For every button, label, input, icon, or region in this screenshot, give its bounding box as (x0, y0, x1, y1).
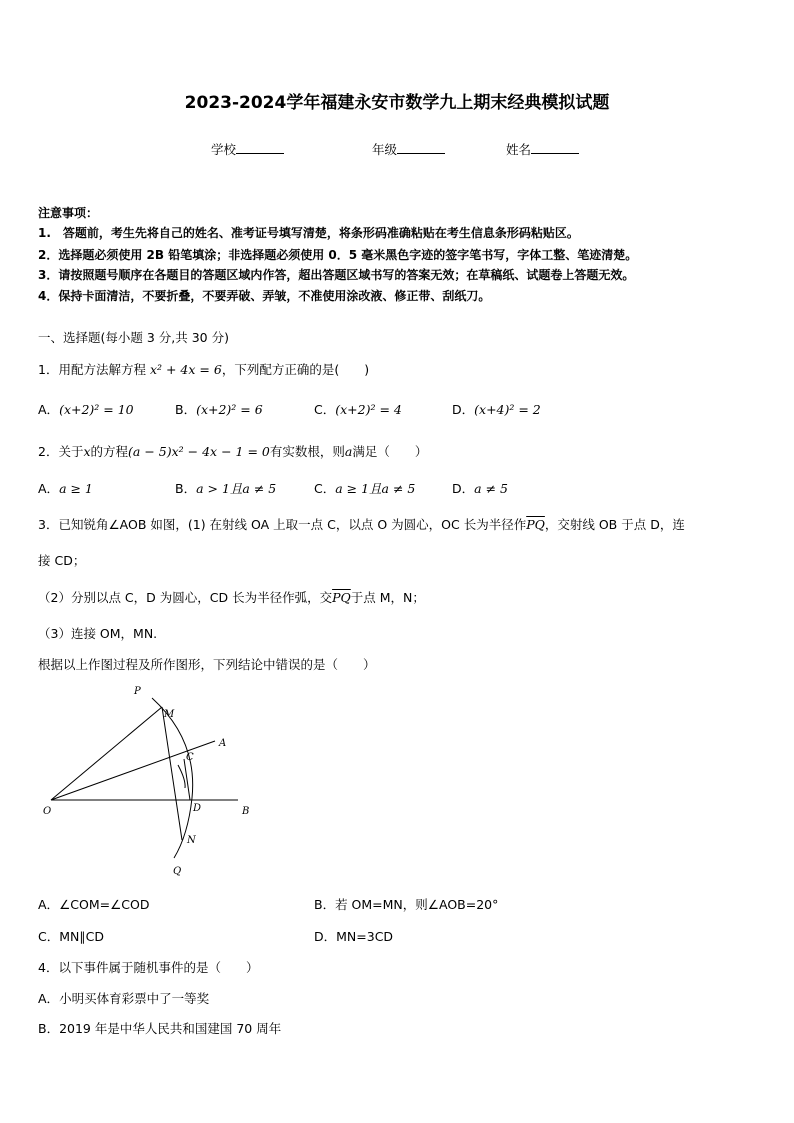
q3-line3-text-b: 于点 M，N； (350, 590, 425, 605)
grade-label: 年级 (372, 142, 398, 157)
q2-option-a (38, 479, 93, 497)
option-label: B． (38, 1021, 60, 1036)
q3-option-a (38, 895, 150, 913)
option-label: C． (38, 929, 60, 944)
name-label: 姓名 (506, 142, 532, 157)
option-label: A． (38, 402, 60, 417)
name-field (506, 140, 579, 158)
option-label: D． (452, 481, 475, 496)
option-expr: a ≥ 1且a ≠ 5 (335, 481, 416, 496)
notice-item: 4．保持卡面清洁，不要折叠，不要弄破、弄皱，不准使用涂改液、修正带、刮纸刀。 (38, 289, 491, 303)
question-3-line-2: 接 CD； (38, 553, 86, 568)
q2-var-x: x (83, 444, 91, 459)
grade-blank (397, 141, 445, 154)
option-label: D． (314, 929, 337, 944)
school-blank (236, 141, 284, 154)
q2-stem-b: 的方程 (90, 444, 129, 459)
label-a: A (219, 738, 227, 749)
q2-stem-d: 满足（ ） (352, 444, 428, 459)
q4-option-b (38, 1019, 281, 1037)
q2-stem-a: 2．关于 (38, 444, 84, 459)
q2-option-c (314, 479, 415, 497)
option-label: A． (38, 991, 60, 1006)
option-label: A． (38, 481, 60, 496)
label-d: D (193, 803, 202, 814)
option-label: B． (314, 897, 336, 912)
option-expr: a > 1且a ≠ 5 (196, 481, 277, 496)
q3-line3-text: （2）分别以点 C，D 为圆心，CD 长为半径作弧，交 (38, 590, 333, 605)
q2-option-d (452, 479, 508, 497)
option-expr: (x+2)² = 4 (335, 402, 402, 417)
option-text: 小明买体育彩票中了一等奖 (59, 991, 210, 1006)
option-label: D． (452, 402, 475, 417)
q1-option-b (175, 400, 263, 418)
label-p: P (134, 686, 141, 697)
option-text: MN=3CD (336, 929, 394, 944)
option-expr: (x+4)² = 2 (474, 402, 541, 417)
option-text: MN∥CD (59, 929, 104, 944)
notice-item: 1. 答题前，考生先将自己的姓名、准考证号填写清楚，将条形码准确粘贴在考生信息条形码粘贴区。 (38, 226, 579, 240)
name-blank (531, 141, 579, 154)
q2-option-b (175, 479, 276, 497)
notice-item: 3．请按照题号顺序在各题目的答题区域内作答，超出答题区域书写的答案无效；在草稿纸、试题卷上答题无效。 (38, 268, 635, 282)
option-text: ∠COM=∠COD (59, 897, 150, 912)
q2-equation: (a − 5)x² − 4x − 1 = 0 (128, 444, 270, 459)
segment-cd (184, 759, 190, 800)
q3-option-b (314, 895, 498, 913)
question-3-line-3 (38, 588, 425, 606)
option-text: 若 OM=MN，则∠AOB=20° (335, 897, 499, 912)
option-expr: a ≥ 1 (59, 481, 93, 496)
question-3-line-5: 根据以上作图过程及所作图形，下列结论中错误的是（ ） (38, 657, 376, 672)
option-expr: (x+2)² = 6 (196, 402, 263, 417)
q2-var-a: a (344, 444, 353, 459)
q3-option-c (38, 927, 104, 945)
label-b: B (242, 806, 250, 817)
question-2-stem (38, 442, 427, 460)
q3-line1-text: 3．已知锐角∠AOB 如图，(1) 在射线 OA 上取一点 C，以点 O 为圆心，OC 长为半径作 (38, 517, 527, 532)
label-n: N (187, 835, 196, 846)
q2-stem-c: 有实数根，则 (269, 444, 345, 459)
q4-option-a (38, 989, 209, 1007)
geometry-figure (38, 680, 268, 880)
question-3-line-4: （3）连接 OM，MN. (38, 626, 158, 641)
segment-mn (162, 707, 182, 840)
label-c: C (186, 752, 194, 763)
option-label: C． (314, 402, 336, 417)
question-1-stem (38, 360, 369, 378)
q1-equation: x² + 4x = 6 (149, 362, 222, 377)
arc-from-c (178, 765, 185, 788)
arc-pq-label: $\overline{PQ}$ (332, 590, 351, 605)
section-heading: 一、选择题(每小题 3 分,共 30 分) (38, 330, 229, 345)
option-expr: a ≠ 5 (474, 481, 508, 496)
option-expr: (x+2)² = 10 (59, 402, 134, 417)
page-title: 2023-2024学年福建永安市数学九上期末经典模拟试题 (184, 93, 610, 113)
segment-om (51, 707, 162, 800)
question-3-line-1 (38, 515, 685, 533)
notice-item: 2．选择题必须使用 2B 铅笔填涂；非选择题必须使用 0．5 毫米黑色字迹的签字笔书写，字体工整、笔迹清楚。 (38, 248, 638, 262)
option-text: 2019 年是中华人民共和国建国 70 周年 (59, 1021, 282, 1036)
option-label: C． (314, 481, 336, 496)
notice-heading: 注意事项： (38, 206, 99, 220)
option-label: A． (38, 897, 60, 912)
question-4-stem: 4．以下事件属于随机事件的是（ ） (38, 960, 259, 975)
arc-pq-label: $\overline{PQ}$ (526, 517, 545, 532)
school-label: 学校 (211, 142, 237, 157)
label-o: O (43, 806, 52, 817)
q1-stem-b: ，下列配方正确的是( ) (221, 362, 370, 377)
option-label: B． (175, 402, 197, 417)
q1-option-a (38, 400, 134, 418)
q3-line1-text-b: ，交射线 OB 于点 D，连 (544, 517, 685, 532)
option-label: B． (175, 481, 197, 496)
ray-oa (51, 741, 215, 800)
q1-option-c (314, 400, 402, 418)
q1-stem-a: 1．用配方法解方程 (38, 362, 146, 377)
label-m: M (164, 709, 175, 720)
school-field (211, 140, 284, 158)
grade-field (372, 140, 445, 158)
q1-option-d (452, 400, 541, 418)
q3-option-d (314, 927, 393, 945)
label-q: Q (173, 866, 182, 877)
